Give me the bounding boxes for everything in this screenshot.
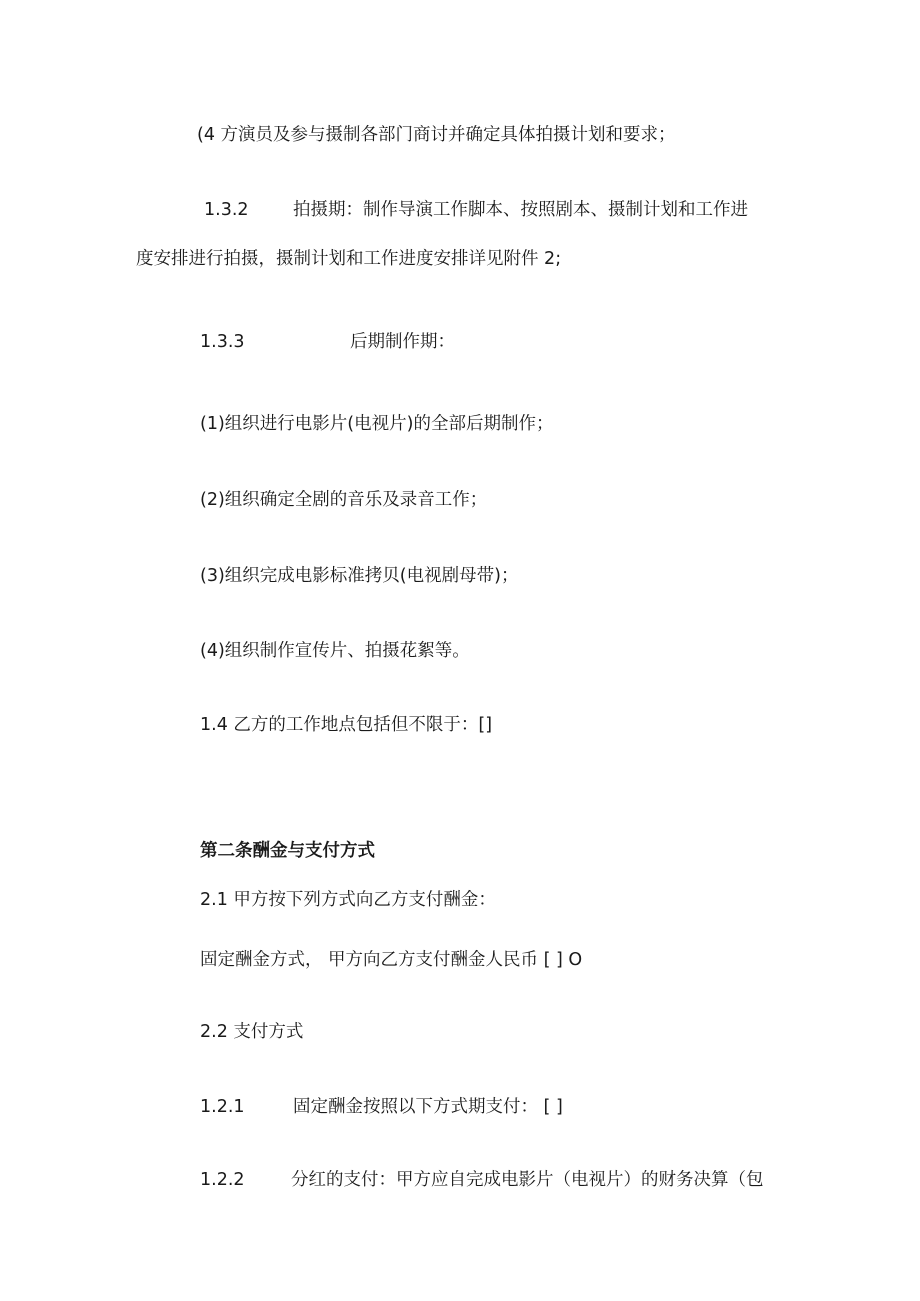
article-2-heading: 第二条酬金与支付方式 — [200, 841, 375, 861]
post-production-item-4: (4)组织制作宣传片、拍摄花絮等。 — [200, 641, 470, 661]
paragraph-preparation-item-4: (4 方演员及参与摄制各部门商讨并确定具体拍摄计划和要求； — [197, 125, 676, 145]
fixed-remuneration-line: 固定酬金方式， 甲方向乙方支付酬金人民币 [ ] O — [200, 950, 583, 970]
section-1-2-1-text: 固定酬金按照以下方式期支付： [ ] — [293, 1097, 563, 1117]
section-1-4: 1.4 乙方的工作地点包括但不限于：[] — [200, 715, 493, 735]
section-2-2: 2.2 支付方式 — [200, 1022, 304, 1042]
section-1-3-2-continuation: 度安排进行拍摄，摄制计划和工作进度安排详见附件 2; — [136, 249, 562, 269]
section-1-2-2-text: 分红的支付：甲方应自完成电影片（电视片）的财务决算（包 — [291, 1170, 764, 1190]
section-1-3-2-text: 拍摄期：制作导演工作脚本、按照剧本、摄制计划和工作进 — [293, 200, 748, 220]
section-1-2-2-number: 1.2.2 — [200, 1170, 245, 1190]
section-1-3-2-number: 1.3.2 — [204, 200, 249, 220]
section-1-2-1-number: 1.2.1 — [200, 1097, 245, 1117]
post-production-item-3: (3)组织完成电影标准拷贝(电视剧母带)； — [200, 566, 519, 586]
section-2-1: 2.1 甲方按下列方式向乙方支付酬金： — [200, 890, 496, 910]
section-1-3-3-text: 后期制作期： — [350, 332, 455, 352]
post-production-item-2: (2)组织确定全剧的音乐及录音工作； — [200, 490, 488, 510]
post-production-item-1: (1)组织进行电影片(电视片)的全部后期制作； — [200, 414, 554, 434]
section-1-3-3-number: 1.3.3 — [200, 332, 245, 352]
